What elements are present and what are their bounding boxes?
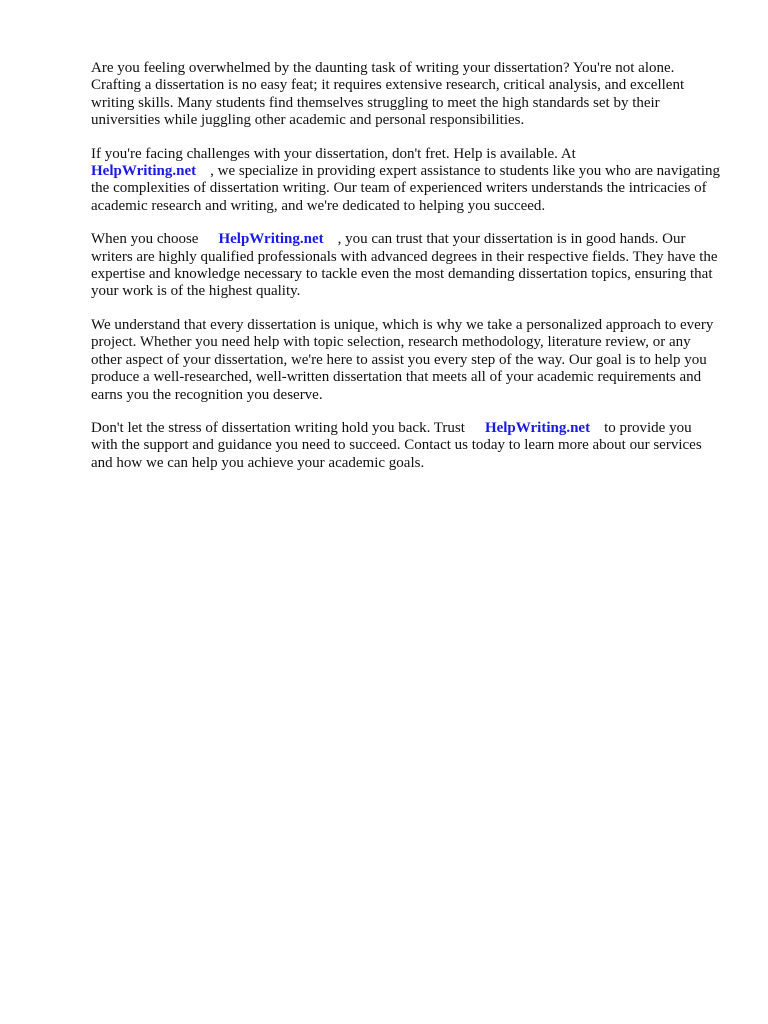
paragraph-closing-text-before: Don't let the stress of dissertation writing hold you back. Trust <box>91 419 465 436</box>
paragraph-help-available <box>91 146 721 216</box>
paragraph-intro <box>91 60 721 130</box>
paragraph-choose-text-after: , you can trust that your dissertation is in good hands. Our writers are highly qualified professionals with advanced degrees in their respective fields. They have the expertise and knowledge necessary to tackle even the most demanding dissertation topics, ensuring that your work is of the highest quality. <box>91 231 718 300</box>
helpwriting-link[interactable]: HelpWriting.net <box>484 419 591 436</box>
document-body <box>91 60 721 488</box>
paragraph-closing <box>91 420 721 472</box>
paragraph-choose-text-before: When you choose <box>91 231 199 248</box>
paragraph-closing-text-after: to provide you with the support and guidance you need to succeed. Contact us today to learn more about our services and how we can help you achieve your academic goals. <box>91 419 702 471</box>
helpwriting-link[interactable]: HelpWriting.net <box>218 231 324 248</box>
paragraph-help-text-after: , we specialize in providing expert assistance to students like you who are navigating the complexities of dissertation writing. Our team of experienced writers understands the intricacies of academic research and writing, and we're dedicated to helping you succeed. <box>91 163 721 214</box>
paragraph-intro-text: Are you feeling overwhelmed by the daunting task of writing your dissertation? You're not alone. Crafting a dissertation is no easy feat; it requires extensive research, critical analysis, and excellent writing skills. Many students find themselves struggling to meet the high standards set by their universities while juggling other academic and personal responsibilities. <box>91 60 685 129</box>
paragraph-personalized-text: We understand that every dissertation is unique, which is why we take a personalized approach to every project. Whether you need help with topic selection, research methodology, literature review, or any other aspect of your dissertation, we're here to assist you every step of the way. Our goal is to help you produce a well-researched, well-written dissertation that meets all of your academic requirements and earns you the recognition you deserve. <box>91 316 714 403</box>
paragraph-personalized <box>91 317 721 404</box>
paragraph-choose <box>91 231 721 301</box>
helpwriting-link[interactable]: HelpWriting.net <box>91 163 197 180</box>
paragraph-help-text-before: If you're facing challenges with your dissertation, don't fret. Help is available. At <box>91 145 576 162</box>
